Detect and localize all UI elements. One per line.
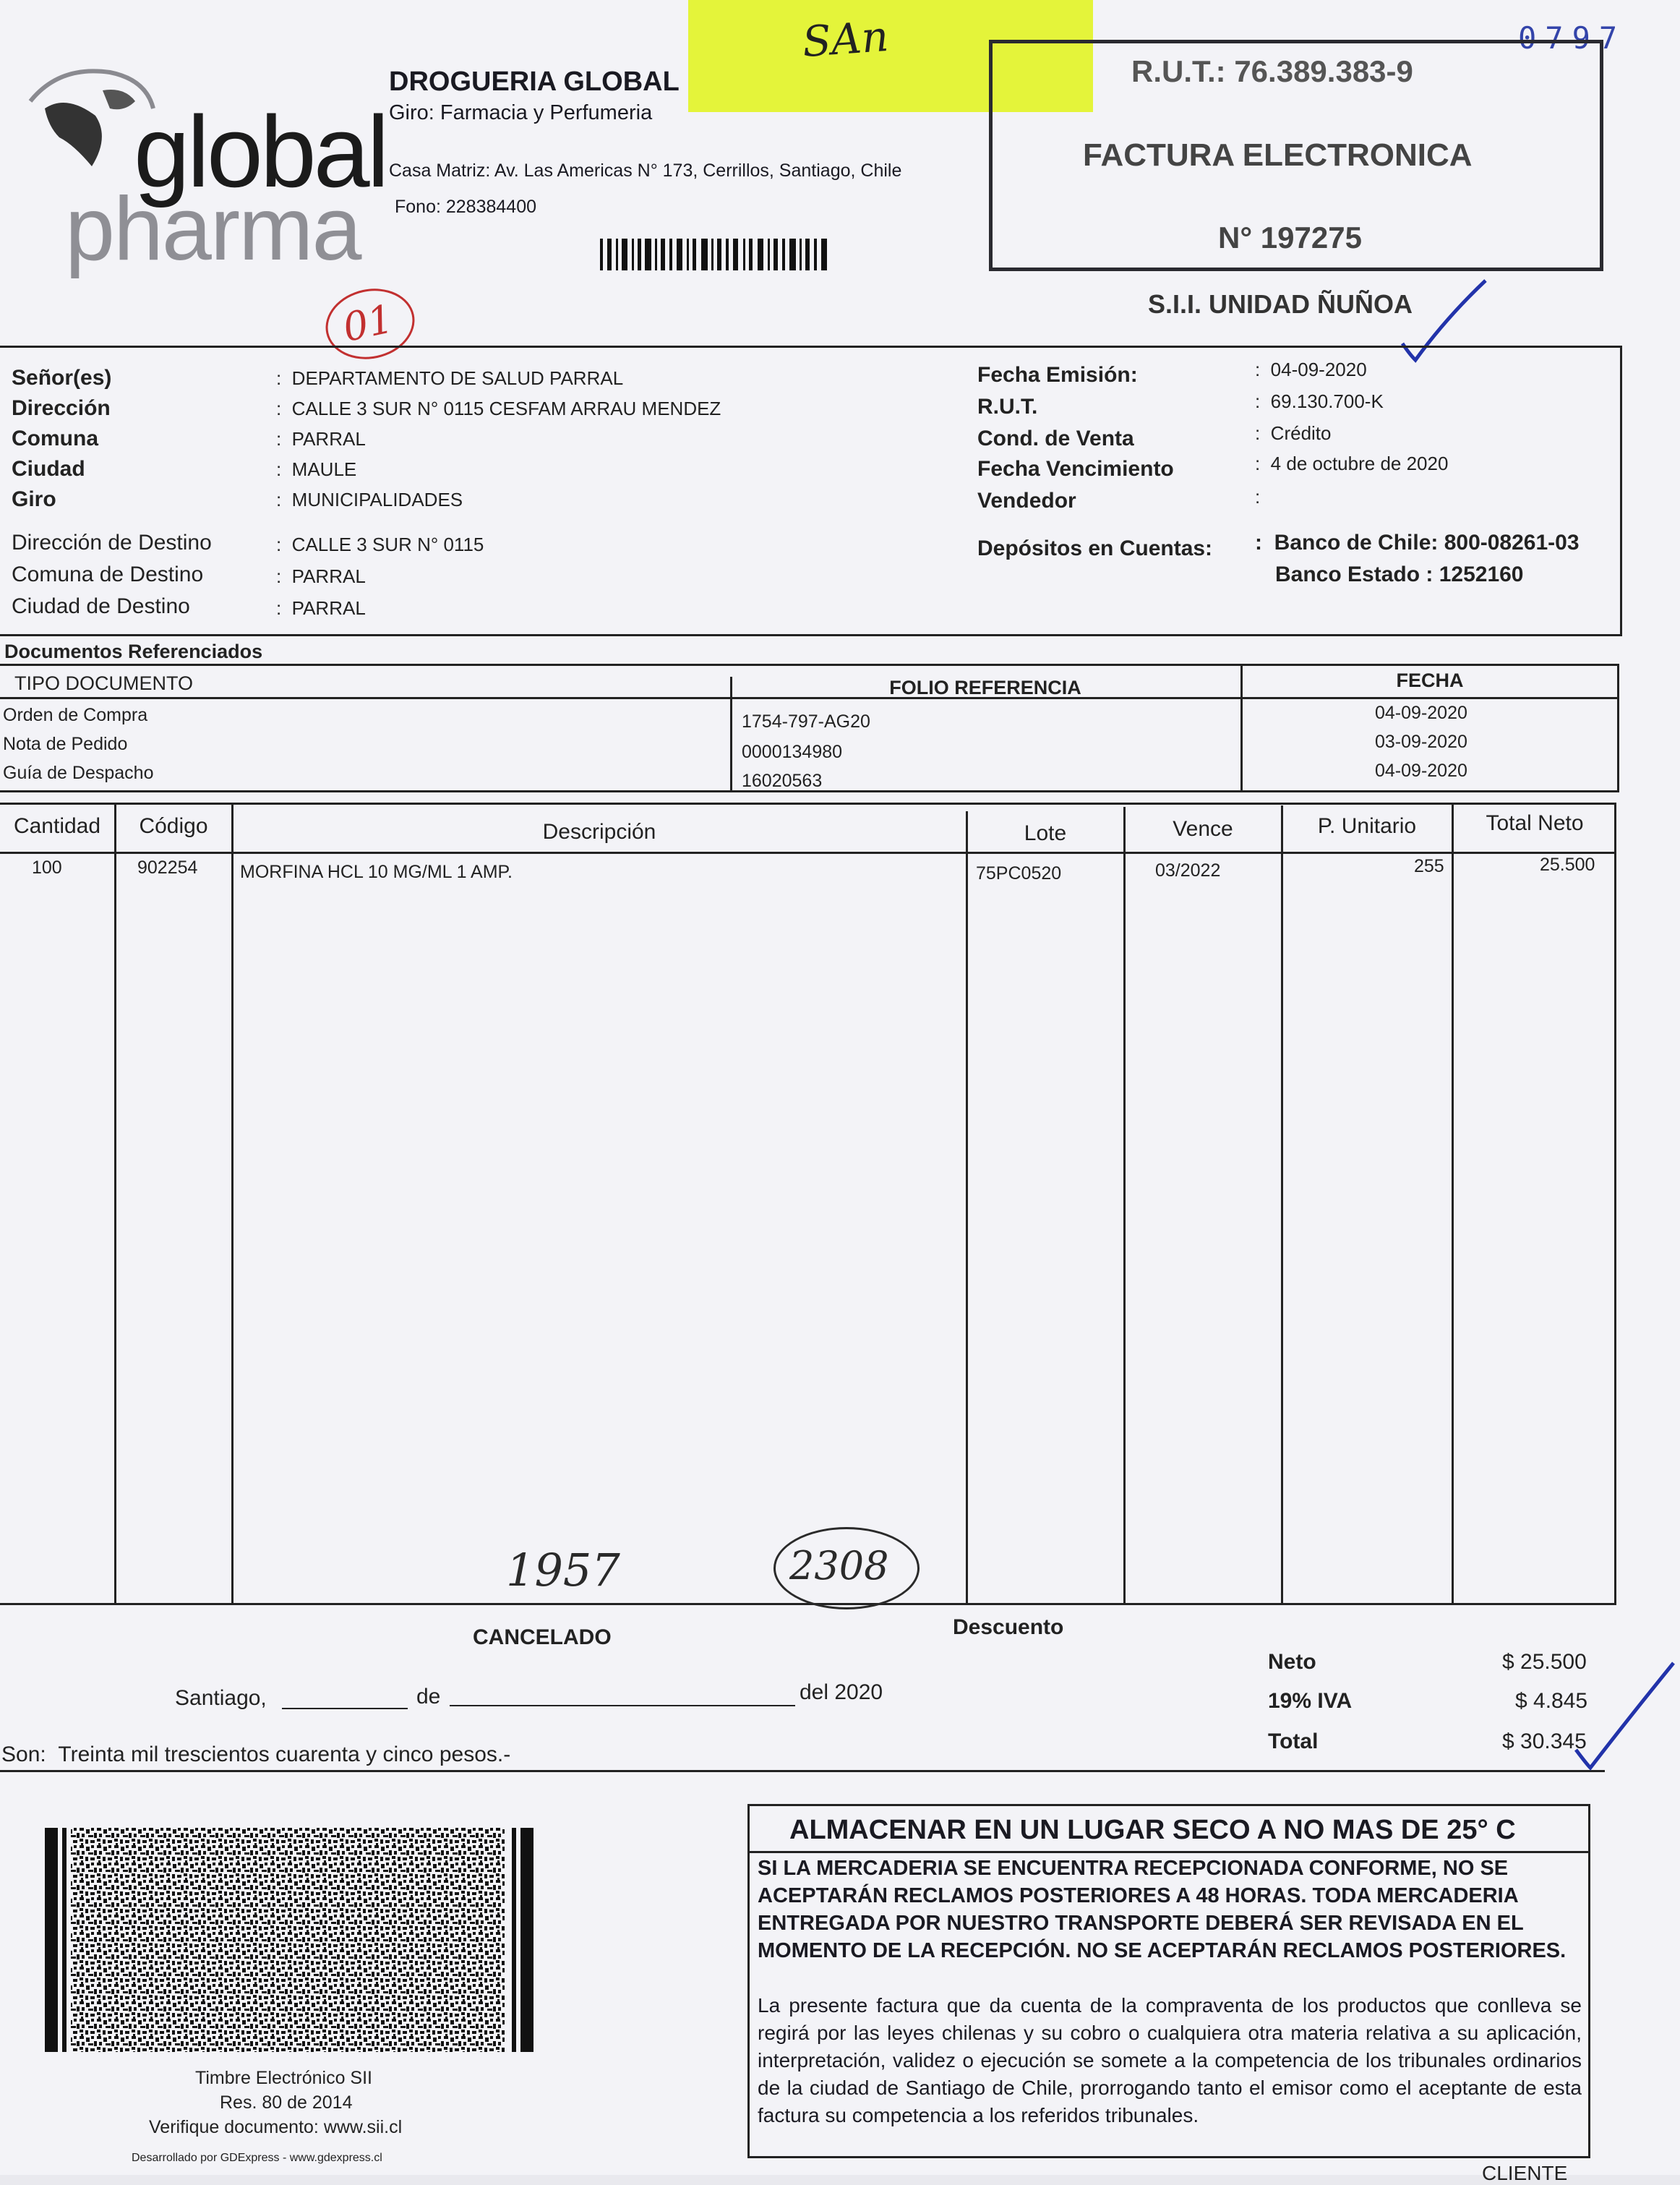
ref-row-2-folio: 0000134980 [742, 742, 843, 762]
ref-row-1-tipo: Orden de Compra [3, 705, 148, 725]
label-cond-venta: Cond. de Venta [977, 427, 1134, 450]
label-direccion: Dirección [12, 396, 111, 420]
cancelado-label: CANCELADO [473, 1625, 612, 1649]
item-punitario: 255 [1414, 856, 1444, 876]
document-type: FACTURA ELECTRONICA [1083, 137, 1473, 173]
sii-unit: S.I.I. UNIDAD ÑUÑOA [1148, 289, 1413, 319]
items-col-div-3 [966, 811, 968, 1604]
item-totalneto: 25.500 [1540, 855, 1595, 875]
items-header-punitario: P. Unitario [1317, 814, 1417, 838]
label-vendedor: Vendedor [977, 489, 1076, 513]
neto-value: $ 25.500 [1502, 1650, 1587, 1674]
ref-row-3-tipo: Guía de Despacho [3, 763, 154, 783]
handwritten-2308: 2308 [789, 1543, 889, 1588]
item-descripcion: MORFINA HCL 10 MG/ML 1 AMP. [240, 862, 513, 882]
issuer-rut: R.U.T.: 76.389.383-9 [1131, 54, 1413, 88]
customer-box [0, 346, 1622, 636]
bank-account-2: Banco Estado : 1252160 [1275, 563, 1524, 586]
logo-word-pharma: pharma [65, 179, 361, 279]
customer-address: : CALLE 3 SUR N° 0115 CESFAM ARRAU MENDEZ [276, 398, 721, 419]
date-month-line [450, 1705, 795, 1706]
ref-docs-title: Documentos Referenciados [4, 641, 263, 662]
label-fecha-emision: Fecha Emisión: [977, 363, 1138, 387]
item-vence: 03/2022 [1155, 860, 1221, 881]
santiago-label: Santiago, [175, 1686, 267, 1710]
items-header-totalneto: Total Neto [1486, 811, 1584, 835]
neto-label: Neto [1268, 1650, 1316, 1674]
ref-row-2-tipo: Nota de Pedido [3, 734, 128, 754]
company-address: Casa Matriz: Av. Las Americas N° 173, Cerrillos, Santiago, Chile [389, 161, 902, 181]
ref-row-1-fecha: 04-09-2020 [1375, 703, 1467, 723]
total-label: Total [1268, 1729, 1319, 1753]
ref-header-folio: FOLIO REFERENCIA [889, 677, 1081, 698]
stamp-line-3: Verifique documento: www.sii.cl [149, 2117, 403, 2137]
handwritten-01: 01 [338, 296, 398, 351]
invoice-number: N° 197275 [1218, 221, 1362, 255]
destination-city: : PARRAL [276, 597, 366, 619]
son-text: Son: Treinta mil trescientos cuarenta y cinco pesos.- [1, 1743, 511, 1766]
ref-row-2-fecha: 03-09-2020 [1375, 732, 1467, 752]
issue-date: : 04-09-2020 [1255, 359, 1367, 380]
footer-bottom-rule [0, 1770, 1605, 1772]
destination-address: : CALLE 3 SUR N° 0115 [276, 534, 484, 555]
handwritten-1957: 1957 [506, 1544, 620, 1596]
descuento-label: Descuento [953, 1615, 1064, 1639]
warning-legal-text: La presente factura que da cuenta de la compraventa de los productos que conlleva se regirá por las leyes chilenas y su cobro o cualquiera otra materia relativa a su aplicación, interpretación, validez o ejecución se somete a la competencia de los tribunales ordinarios de la ciudad de Santiago de Chile, prorrogando tanto el emisor como el aceptante de esta factura su competencia a los referidos tribunales. [758, 1994, 1582, 2126]
items-col-div-2 [231, 804, 233, 1604]
label-rut: R.U.T. [977, 395, 1038, 419]
due-date: : 4 de octubre de 2020 [1255, 453, 1449, 474]
warning-caps-text: SI LA MERCADERIA SE ENCUENTRA RECEPCIONADA CONFORME, NO SE ACEPTARÁN RECLAMOS POSTERIORES A 48 HORAS. TODA MERCADERIA ENTREGADA POR NUESTRO TRANSPORTE DEBERÁ SER REVISADA EN EL MOMENTO DE LA RECEPCIÓN. NO SE ACEPTARÁN RECLAMOS POSTERIORES. [758, 1857, 1567, 1962]
label-giro: Giro [12, 487, 56, 511]
label-direccion-destino: Dirección de Destino [12, 531, 212, 555]
ref-row-3-folio: 16020563 [742, 771, 823, 791]
copy-label: CLIENTE [1482, 2162, 1568, 2184]
check-mark-icon-2 [1569, 1656, 1677, 1771]
items-header-lote: Lote [1024, 821, 1067, 845]
ref-row-3-fecha: 04-09-2020 [1375, 761, 1467, 781]
items-header-descripcion: Descripción [542, 820, 656, 844]
del-2020-label: del 2020 [800, 1680, 883, 1704]
date-day-line [282, 1708, 408, 1709]
items-col-div-4 [1123, 807, 1126, 1604]
label-ciudad: Ciudad [12, 457, 85, 481]
label-fecha-vencimiento: Fecha Vencimiento [977, 457, 1174, 481]
iva-label: 19% IVA [1268, 1689, 1353, 1713]
stamp-line-4: Desarrollado por GDExpress - www.gdexpress.cl [132, 2152, 382, 2164]
de-label: de [416, 1685, 441, 1709]
item-codigo: 902254 [137, 858, 198, 878]
label-comuna: Comuna [12, 427, 98, 450]
warning-title-rule [749, 1851, 1589, 1853]
corner-number: 0797 [1518, 20, 1627, 56]
item-cantidad: 100 [32, 858, 62, 878]
destination-comuna: : PARRAL [276, 565, 366, 587]
items-header-rule [0, 852, 1616, 854]
items-col-div-1 [114, 804, 116, 1604]
ref-header-fecha: FECHA [1396, 670, 1464, 691]
label-senores: Señor(es) [12, 366, 112, 390]
items-col-div-6 [1452, 804, 1454, 1604]
label-depositos: Depósitos en Cuentas: [977, 536, 1213, 560]
sii-stamp-barcode-icon [45, 1828, 535, 2052]
sale-condition: : Crédito [1255, 422, 1332, 444]
iva-value: $ 4.845 [1515, 1689, 1588, 1713]
label-ciudad-destino: Ciudad de Destino [12, 594, 190, 618]
stamp-line-2: Res. 80 de 2014 [220, 2092, 353, 2113]
salesperson: : [1255, 486, 1271, 508]
customer-comuna: : PARRAL [276, 428, 366, 450]
customer-giro: : MUNICIPALIDADES [276, 489, 463, 510]
total-value: $ 30.345 [1502, 1729, 1587, 1753]
label-comuna-destino: Comuna de Destino [12, 563, 204, 586]
company-name: DROGUERIA GLOBAL [389, 67, 680, 97]
ref-header-tipo: TIPO DOCUMENTO [14, 672, 194, 694]
logo-word-global: global [134, 95, 387, 208]
items-header-vence: Vence [1173, 817, 1233, 841]
barcode-icon [600, 239, 831, 270]
company-phone: Fono: 228384400 [395, 197, 537, 217]
bank-account-1: : Banco de Chile: 800-08261-03 [1255, 531, 1580, 555]
items-col-div-5 [1281, 805, 1283, 1604]
item-lote: 75PC0520 [976, 863, 1062, 884]
ref-row-1-folio: 1754-797-AG20 [742, 711, 870, 732]
customer-city: : MAULE [276, 458, 357, 480]
customer-name: : DEPARTAMENTO DE SALUD PARRAL [276, 367, 624, 389]
customer-rut: : 69.130.700-K [1255, 390, 1384, 412]
stamp-line-1: Timbre Electrónico SII [195, 2068, 372, 2088]
warning-title: ALMACENAR EN UN LUGAR SECO A NO MAS DE 25° C [789, 1815, 1516, 1845]
items-table [0, 803, 1616, 1605]
items-header-codigo: Código [139, 814, 208, 838]
items-header-cantidad: Cantidad [13, 814, 101, 838]
company-giro: Giro: Farmacia y Perfumeria [389, 101, 653, 124]
sticky-note-text: SAn [800, 11, 891, 67]
